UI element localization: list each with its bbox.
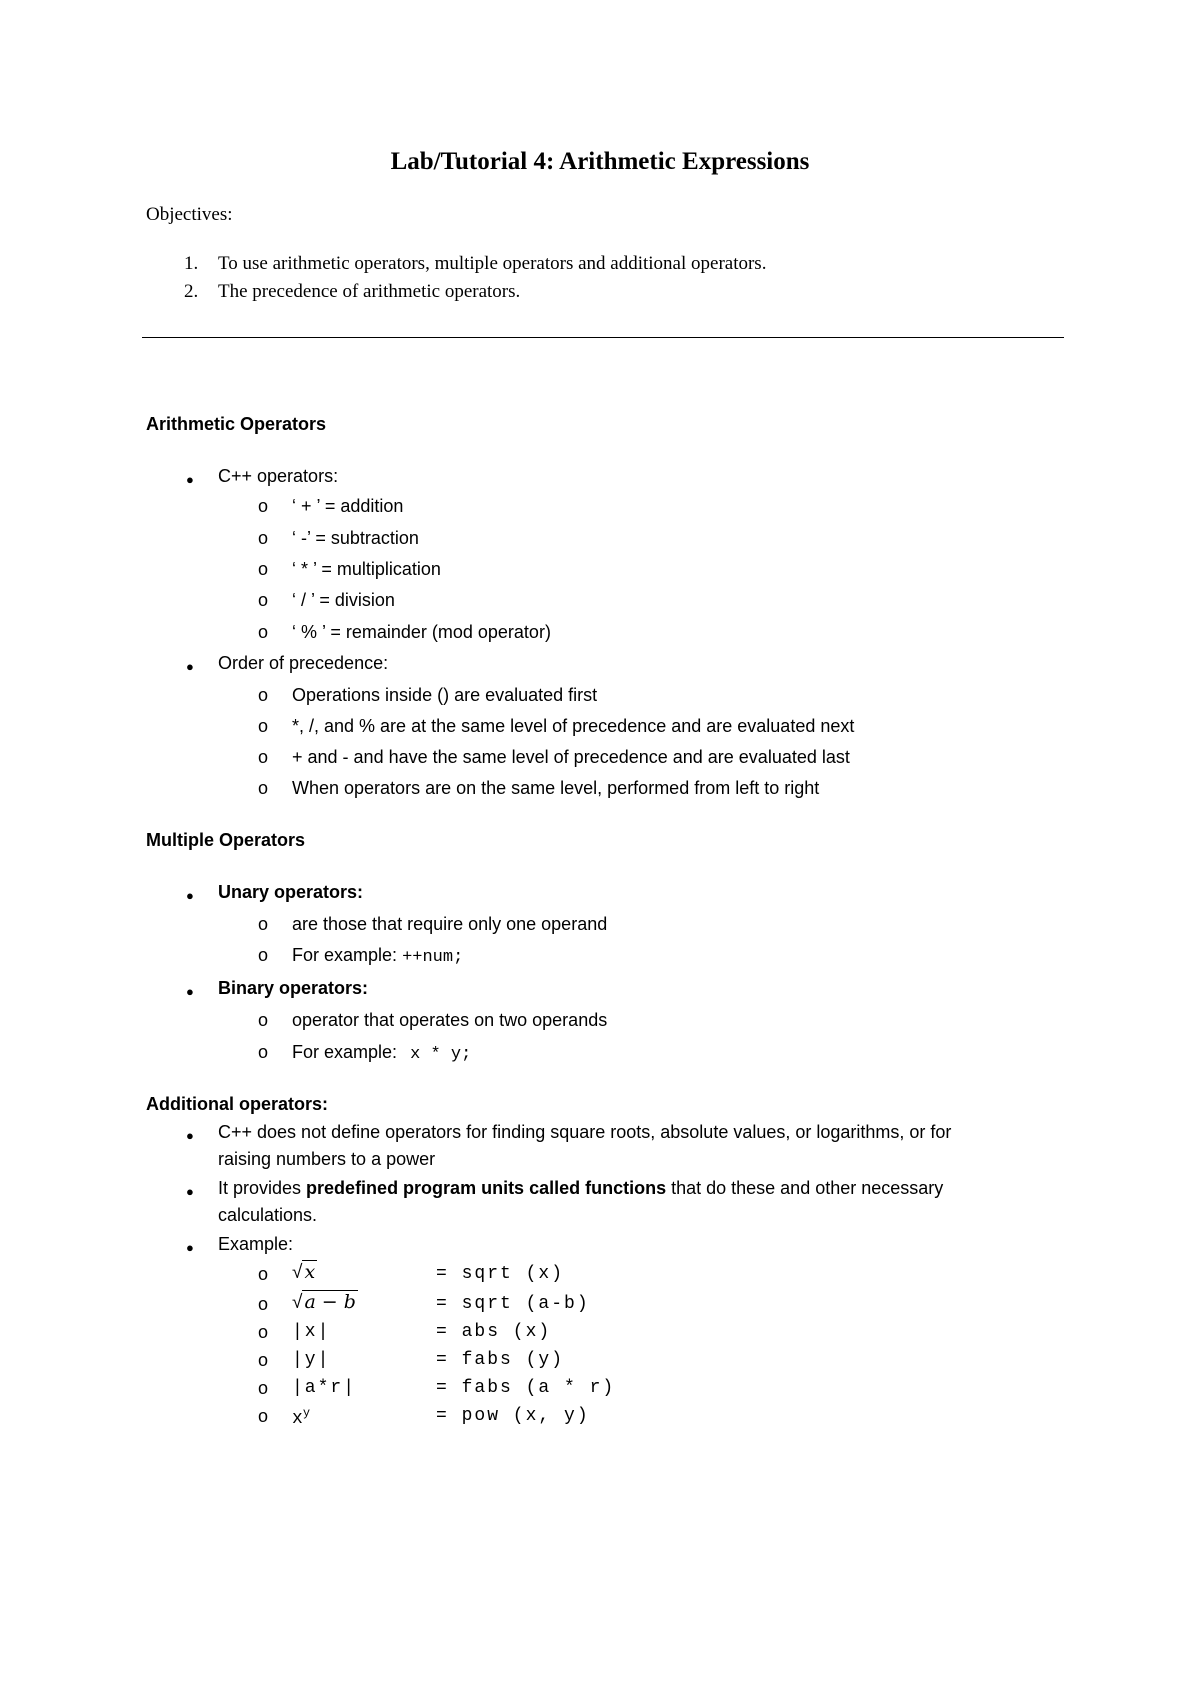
sub-bullet-icon: o — [258, 1264, 269, 1284]
section-heading-multiple: Multiple Operators — [146, 830, 306, 850]
list-item: Example: — [218, 1234, 294, 1254]
bullet-icon: ● — [186, 1240, 194, 1255]
objective-number: 2. — [184, 281, 199, 302]
sub-bullet-icon: o — [258, 622, 269, 642]
code-equivalent: = abs (x) — [436, 1322, 552, 1342]
section-heading-additional: Additional operators: — [146, 1094, 329, 1114]
bullet-icon: ● — [186, 472, 194, 487]
list-item — [218, 1178, 943, 1199]
list-item: + and - and have the same level of precedence and are evaluated last — [292, 747, 850, 767]
math-expression: |x| — [292, 1322, 331, 1342]
code-snippet: ++num; — [402, 948, 464, 967]
sub-bullet-icon: o — [258, 1294, 269, 1314]
math-expression — [292, 1406, 310, 1429]
sub-bullet-icon: o — [258, 685, 269, 705]
sub-bullet-icon: o — [258, 747, 269, 767]
list-item: ‘ + ’ = addition — [292, 496, 404, 516]
bullet-icon: ● — [186, 1128, 194, 1143]
list-item: Unary operators: — [218, 882, 364, 902]
list-item: Operations inside () are evaluated first — [292, 685, 598, 705]
code-equivalent: = sqrt (x) — [436, 1264, 565, 1284]
sub-bullet-icon: o — [258, 1406, 269, 1426]
code-equivalent: = fabs (a * r) — [436, 1378, 616, 1398]
sub-bullet-icon: o — [258, 716, 269, 736]
objective-number: 1. — [184, 253, 199, 274]
code-snippet: x * y; — [410, 1045, 472, 1064]
power-base: x — [292, 1409, 303, 1429]
code-equivalent: = fabs (y) — [436, 1350, 565, 1370]
sqrt-radicand: x — [304, 1261, 316, 1283]
bullet-icon: ● — [186, 659, 194, 674]
sub-bullet-icon: o — [258, 559, 269, 579]
list-item — [292, 945, 463, 967]
sub-bullet-icon: o — [258, 1378, 269, 1398]
example-prefix: For example: — [292, 945, 398, 965]
sub-bullet-icon: o — [258, 528, 269, 548]
math-expression: |a*r| — [292, 1378, 357, 1398]
sub-bullet-icon: o — [258, 1350, 269, 1370]
list-item: are those that require only one operand — [292, 914, 608, 934]
list-item: ‘ / ’ = division — [292, 590, 395, 610]
list-item: C++ operators: — [218, 466, 339, 486]
sub-bullet-icon: o — [258, 914, 269, 934]
sub-bullet-icon: o — [258, 1010, 269, 1030]
math-expression: |y| — [292, 1350, 331, 1370]
text-suffix: that do these and other necessary — [666, 1178, 944, 1198]
sub-bullet-icon: o — [258, 945, 269, 965]
list-item-continuation: raising numbers to a power — [218, 1149, 436, 1169]
code-equivalent: = sqrt (a-b) — [436, 1294, 590, 1314]
list-item: Order of precedence: — [218, 653, 389, 673]
sub-bullet-icon: o — [258, 1322, 269, 1342]
page-title: Lab/Tutorial 4: Arithmetic Expressions — [390, 148, 810, 175]
list-item: operator that operates on two operands — [292, 1010, 608, 1030]
list-item: C++ does not define operators for finding square roots, absolute values, or logarithms, or for — [218, 1122, 952, 1142]
example-prefix: For example: — [292, 1042, 398, 1062]
sub-bullet-icon: o — [258, 590, 269, 610]
sub-bullet-icon: o — [258, 778, 269, 798]
objectives-label: Objectives: — [146, 204, 233, 225]
bullet-icon: ● — [186, 888, 194, 903]
list-item: When operators are on the same level, performed from left to right — [292, 778, 820, 798]
math-expression: √ a − b — [292, 1291, 356, 1313]
bullet-icon: ● — [186, 1184, 194, 1199]
objective-item: The precedence of arithmetic operators. — [218, 281, 521, 302]
sub-bullet-icon: o — [258, 1042, 269, 1062]
math-expression: √ x — [292, 1261, 316, 1283]
objective-item: To use arithmetic operators, multiple operators and additional operators. — [218, 253, 767, 274]
power-exponent: y — [302, 1406, 311, 1420]
list-item: ‘ -’ = subtraction — [292, 528, 419, 548]
bullet-icon: ● — [186, 984, 194, 999]
bold-phrase: predefined program units called functions — [306, 1178, 667, 1198]
list-item: Binary operators: — [218, 978, 369, 998]
code-equivalent: = pow (x, y) — [436, 1406, 590, 1426]
list-item: ‘ * ’ = multiplication — [292, 559, 441, 579]
list-item: ‘ % ’ = remainder (mod operator) — [292, 622, 551, 642]
text-prefix: It provides — [218, 1178, 307, 1198]
horizontal-divider — [142, 337, 1064, 338]
sqrt-radicand: a − b — [304, 1291, 356, 1313]
list-item-continuation: calculations. — [218, 1205, 318, 1225]
section-heading-arithmetic: Arithmetic Operators — [146, 414, 327, 434]
list-item — [292, 1042, 471, 1064]
list-item: *, /, and % are at the same level of precedence and are evaluated next — [292, 716, 855, 736]
sub-bullet-icon: o — [258, 496, 269, 516]
